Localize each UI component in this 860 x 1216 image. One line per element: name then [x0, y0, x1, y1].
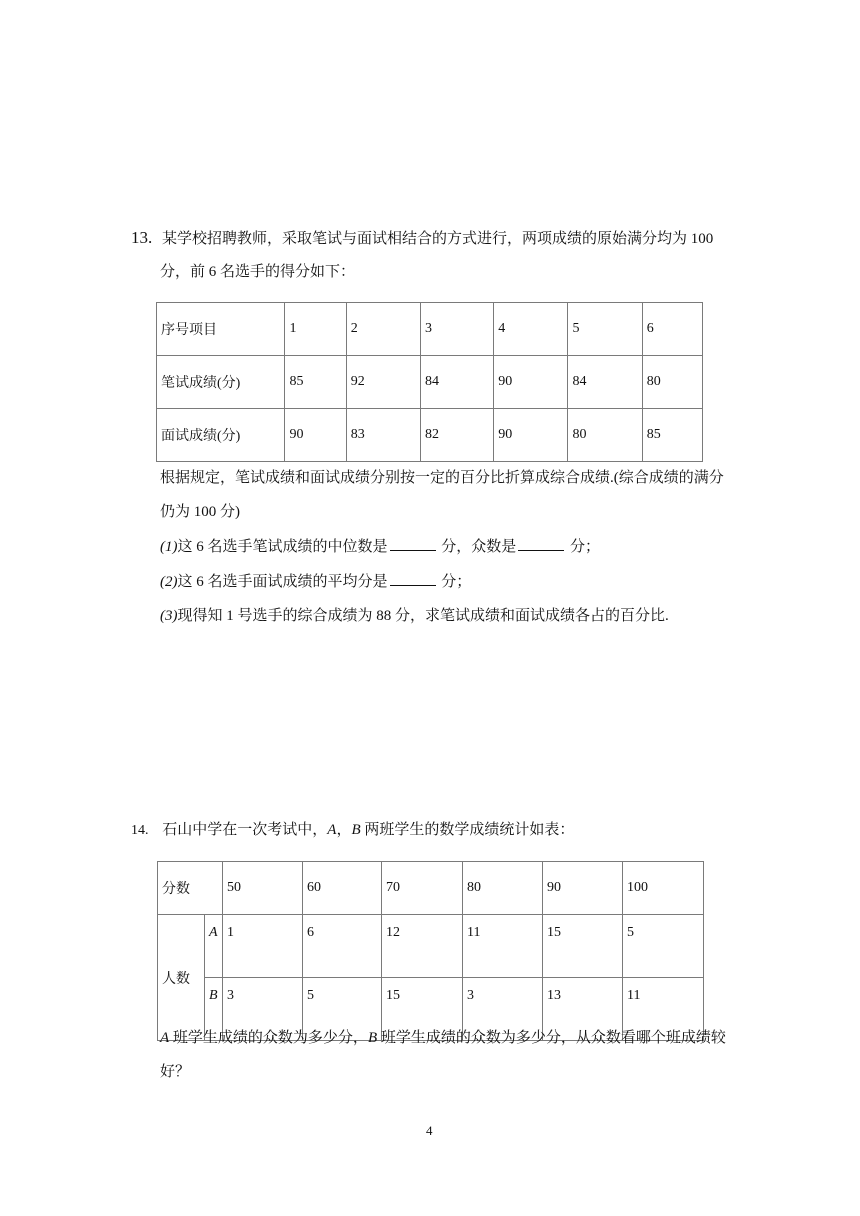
- table-cell: 84: [420, 356, 493, 409]
- table-cell: 11: [463, 915, 543, 978]
- class-b-label: B: [367, 1030, 378, 1046]
- class-a-label: A: [327, 822, 337, 838]
- table-cell: 3: [223, 978, 303, 1041]
- sub-question-text: 分；: [570, 539, 601, 555]
- table-cell: 15: [543, 915, 623, 978]
- table-row: [157, 409, 703, 462]
- table-cell: 6: [303, 915, 382, 978]
- answer-blank: [390, 571, 436, 586]
- sub-question-text: 分；: [441, 574, 472, 590]
- question-13-line1: [131, 228, 713, 249]
- answer-blank: [518, 536, 564, 551]
- question-14-text: 两班学生的数学成绩统计如表：: [360, 822, 575, 838]
- table-cell: 83: [346, 409, 420, 462]
- rule-line2: 仍为 100 分): [160, 504, 240, 520]
- table-header-cell: 1: [285, 303, 346, 356]
- table-row: [157, 303, 703, 356]
- class-cell: B: [205, 978, 223, 1041]
- table-header-cell: 90: [543, 862, 623, 915]
- table-cell: 90: [494, 356, 568, 409]
- table-cell: 84: [568, 356, 642, 409]
- answer-blank: [390, 536, 436, 551]
- table-cell: 85: [642, 409, 702, 462]
- sub-question-1: [160, 536, 600, 557]
- table-header-cell: 60: [303, 862, 382, 915]
- sub-question-text: 现得知 1 号选手的综合成绩为 88 分，求笔试成绩和面试成绩各占的百分比.: [177, 608, 669, 624]
- table-header-cell: 100: [623, 862, 704, 915]
- question-14-text: 石山中学在一次考试中，: [162, 822, 328, 838]
- sub-question-label: (1): [160, 539, 178, 555]
- question-14-prompt-line2: 好？: [160, 1064, 191, 1080]
- table-header-cell: 2: [346, 303, 420, 356]
- table-cell: 12: [382, 915, 463, 978]
- table-cell: 面试成绩(分): [157, 409, 285, 462]
- question-13-line2: 分，前 6 名选手的得分如下：: [160, 264, 356, 280]
- question-14-number: 14.: [131, 823, 149, 838]
- class-cell: A: [205, 915, 223, 978]
- question-13-text: 某学校招聘教师，采取笔试与面试相结合的方式进行，两项成绩的原始满分均为 100: [162, 231, 714, 247]
- sub-question-2: [160, 571, 471, 592]
- sub-question-text: 这 6 名选手面试成绩的平均分是: [177, 574, 388, 590]
- table-row: [158, 915, 704, 978]
- question-14-prompt-line1: [160, 1028, 726, 1048]
- table-cell: 笔试成绩(分): [157, 356, 285, 409]
- table-row: [157, 356, 703, 409]
- table-header-cell: 序号项目: [157, 303, 285, 356]
- table-cell: 85: [285, 356, 346, 409]
- table-cell: 5: [303, 978, 382, 1041]
- question-13-number: 13.: [131, 228, 153, 247]
- sub-question-text: 分，众数是: [441, 539, 517, 555]
- table-cell: 80: [642, 356, 702, 409]
- question-14-text: 班学生成绩的众数为多少分，: [169, 1030, 368, 1046]
- class-b-label: B: [351, 822, 361, 838]
- class-a-label: A: [160, 1030, 170, 1046]
- table-cell: 13: [543, 978, 623, 1041]
- table-cell: 15: [382, 978, 463, 1041]
- question-14-text: 班学生成绩的众数为多少分，从众数看哪个班成绩较: [377, 1030, 726, 1046]
- table-header-cell: 3: [420, 303, 493, 356]
- score-header-cell: 分数: [158, 862, 223, 915]
- page-number: 4: [426, 1123, 433, 1138]
- table-cell: 5: [623, 915, 704, 978]
- table-header-cell: 4: [494, 303, 568, 356]
- table-cell: 1: [223, 915, 303, 978]
- table-cell: 92: [346, 356, 420, 409]
- table-cell: 90: [494, 409, 568, 462]
- table-cell: 82: [420, 409, 493, 462]
- count-label-cell: 人数: [158, 915, 205, 1041]
- table-cell: 11: [623, 978, 704, 1041]
- table-header-cell: 50: [223, 862, 303, 915]
- table-header-cell: 5: [568, 303, 642, 356]
- table-row: [158, 862, 704, 915]
- table-header-cell: 70: [382, 862, 463, 915]
- table-header-cell: 6: [642, 303, 702, 356]
- question-14-intro: [131, 820, 574, 841]
- sub-question-text: 这 6 名选手笔试成绩的中位数是: [177, 539, 388, 555]
- table-cell: 90: [285, 409, 346, 462]
- table-cell: 3: [463, 978, 543, 1041]
- separator-text: ，: [336, 822, 352, 838]
- table-header-cell: 80: [463, 862, 543, 915]
- score-table-14: [157, 861, 704, 1041]
- sub-question-label: (3): [160, 608, 178, 624]
- sub-question-label: (2): [160, 574, 178, 590]
- table-cell: 80: [568, 409, 642, 462]
- sub-question-3: [160, 606, 669, 626]
- score-table-13: [156, 302, 703, 462]
- rule-line1: 根据规定，笔试成绩和面试成绩分别按一定的百分比折算成综合成绩.(综合成绩的满分: [160, 470, 724, 486]
